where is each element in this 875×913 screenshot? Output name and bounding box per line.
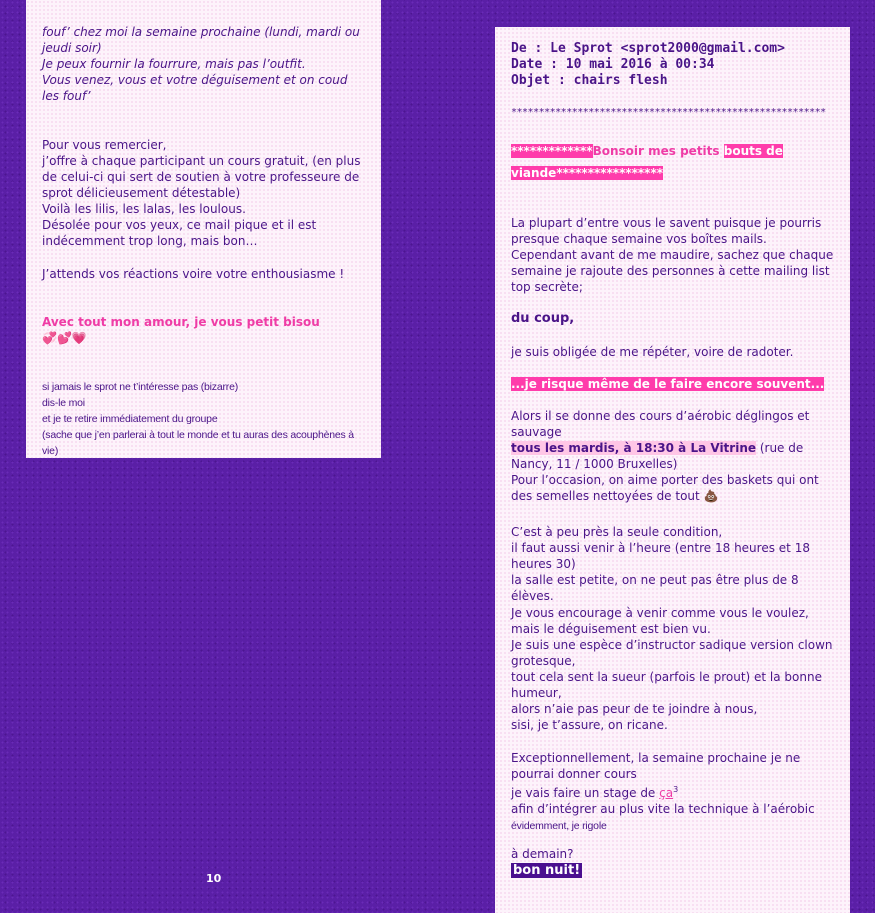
encourage-line: sisi, je t’assure, on ricane. bbox=[511, 718, 668, 732]
italic-line: Vous venez, vous et votre déguisement et on coud les fouf’ bbox=[42, 73, 348, 103]
risk-note bbox=[511, 376, 836, 392]
stage-link[interactable]: ça bbox=[659, 786, 674, 800]
italic-line: fouf’ chez moi la semaine prochaine (lundi, mardi ou jeudi soir) bbox=[42, 25, 360, 55]
encourage-line: Je vous encourage à venir comme vous le voulez, mais le déguisement est bien vu. bbox=[511, 606, 809, 636]
intro-paragraph: La plupart d’entre vous le savent puisque je pourris presque chaque semaine vos boîtes mails. Cependant avant de me maudire, sachez que chaque semaine je rajoute des personnes à cette mailing list top secrète; bbox=[511, 216, 834, 294]
condition-line: C’est à peu près la seule condition, bbox=[511, 525, 723, 539]
small-line: dis-le moi bbox=[42, 397, 85, 409]
italic-line: Je peux fournir la fourrure, mais pas l’outfit. bbox=[42, 57, 306, 71]
exception-paragraph bbox=[511, 750, 836, 834]
risk-highlight: ...je risque même de le faire encore souvent... bbox=[511, 377, 825, 391]
encourage-paragraph bbox=[511, 605, 836, 733]
condition-line: il faut aussi venir à l’heure (entre 18 heures et 18 heures 30) bbox=[511, 541, 810, 571]
joke-text: évidemment, je rigole bbox=[511, 820, 607, 832]
signoff bbox=[511, 846, 836, 879]
love-text: Avec tout mon amour, je vous petit bisou bbox=[42, 315, 320, 329]
email-panel bbox=[495, 27, 850, 913]
email-date: Date : 10 mai 2016 à 00:34 bbox=[511, 57, 715, 72]
class-paragraph bbox=[511, 408, 836, 504]
exception-line: Exceptionnellement, la semaine prochaine je ne pourrai donner cours bbox=[511, 751, 801, 781]
hearts-icon: 💞💕💗 bbox=[42, 331, 87, 345]
encourage-line: alors n’aie pas peur de te joindre à nous, bbox=[511, 702, 758, 716]
email-subject: Objet : chairs flesh bbox=[511, 73, 668, 88]
love-signoff bbox=[42, 314, 367, 346]
italic-paragraph bbox=[42, 24, 367, 104]
small-line: (sache que j’en parlerai à tout le monde et tu auras des acouphènes à vie) bbox=[42, 429, 354, 457]
thanks-line: Désolée pour vos yeux, ce mail pique et il est indécemment trop long, mais bon… bbox=[42, 218, 317, 248]
email-header bbox=[511, 41, 836, 89]
encourage-line: tout cela sent la sueur (parfois le prout) et la bonne humeur, bbox=[511, 670, 822, 700]
du-coup-text: du coup, bbox=[511, 311, 575, 326]
thanks-line: j’offre à chaque participant un cours gratuit, (en plus de celui-ci qui sert de soutien à votre professeure de sprot délicieusement détestable) bbox=[42, 154, 361, 200]
condition-paragraph bbox=[511, 524, 836, 604]
greeting-highlight: bouts de viande bbox=[511, 144, 783, 180]
await-text: J’attends vos réactions voire votre enthousiasme ! bbox=[42, 267, 345, 281]
page-number: 10 bbox=[206, 872, 222, 885]
star-divider: ********************************************************* bbox=[511, 107, 826, 118]
stage-after: afin d’intégrer au plus vite la technique à l’aérobic bbox=[511, 802, 815, 816]
class-shoes: Pour l’occasion, on aime porter des baskets qui ont des semelles nettoyées de tout bbox=[511, 473, 819, 503]
encourage-line: Je suis une espèce d’instructor sadique version clown grotesque, bbox=[511, 638, 833, 668]
thanks-paragraph bbox=[42, 137, 367, 249]
condition-line: la salle est petite, on ne peut pas être plus de 8 élèves. bbox=[511, 573, 799, 603]
greeting bbox=[511, 140, 836, 184]
small-line: et je te retire immédiatement du groupe bbox=[42, 413, 218, 425]
unsubscribe-note bbox=[42, 379, 367, 459]
thanks-line: Pour vous remercier, bbox=[42, 138, 167, 152]
stage-text: je vais faire un stage de bbox=[511, 786, 660, 800]
thanks-line: Voilà les lilis, les lalas, les loulous. bbox=[42, 202, 246, 216]
email-from: De : Le Sprot <sprot2000@gmail.com> bbox=[511, 41, 785, 56]
greeting-text: Bonsoir mes petits bbox=[592, 144, 724, 158]
left-page-panel bbox=[26, 0, 381, 458]
goodnight-highlight: bon nuit! bbox=[513, 863, 581, 878]
class-when-highlight: tous les mardis, à 18:30 à La Vitrine bbox=[511, 441, 757, 455]
small-line: si jamais le sprot ne t’intéresse pas (bizarre) bbox=[42, 381, 239, 393]
repeat-text: je suis obligée de me répéter, voire de radoter. bbox=[511, 345, 794, 359]
greeting-stars: ************* bbox=[511, 144, 593, 158]
tomorrow-text: à demain? bbox=[511, 847, 574, 861]
footnote-marker: 3 bbox=[673, 785, 679, 794]
class-where: (rue de Nancy, 11 / 1000 Bruxelles) bbox=[511, 441, 804, 471]
greeting-stars: ***************** bbox=[556, 166, 663, 180]
poop-icon: 💩 bbox=[703, 489, 719, 503]
class-intro: Alors il se donne des cours d’aérobic déglingos et sauvage bbox=[511, 409, 810, 439]
